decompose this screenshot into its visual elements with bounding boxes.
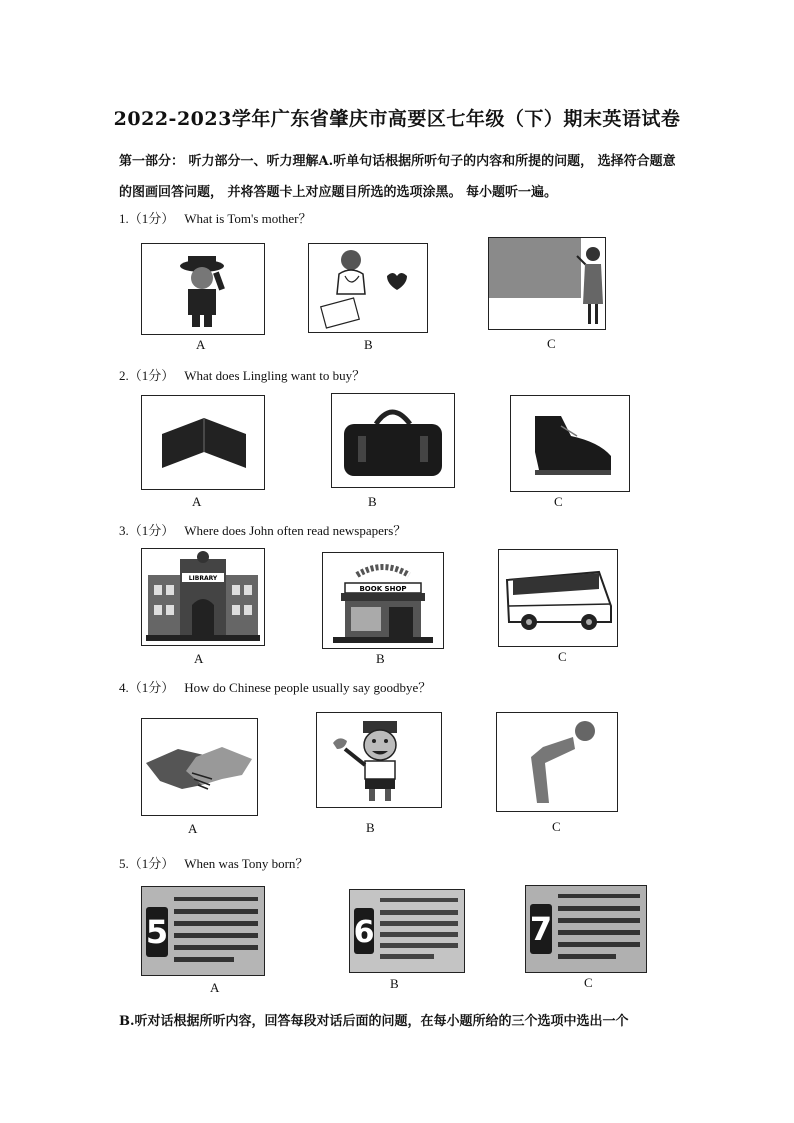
option-label: B	[376, 651, 385, 666]
option-1a-policewoman-image[interactable]	[141, 243, 265, 335]
option-4c-bow-image[interactable]	[496, 712, 618, 812]
question-text: When was Tony born？	[184, 856, 309, 871]
option-3b-bookshop-image[interactable]	[322, 552, 444, 649]
option-label: B	[368, 494, 377, 509]
calendar-month-number: 5	[145, 913, 169, 951]
question-text: What does Lingling want to buy？	[184, 368, 366, 383]
question-number: 4.（1分）	[119, 680, 175, 695]
option-label: A	[192, 494, 202, 509]
bookshop-sign-text: BOOK SHOP	[359, 585, 407, 593]
bookshop-icon	[323, 553, 443, 648]
wallet-icon	[142, 396, 264, 489]
question-2	[119, 365, 365, 384]
question-number: 5.（1分）	[119, 856, 175, 871]
option-label: C	[552, 819, 561, 834]
option-label: A	[210, 980, 220, 995]
calendar-month-number: 7	[529, 910, 553, 948]
calendar-icon	[350, 890, 464, 972]
question-4	[119, 677, 431, 696]
option-label: B	[364, 337, 373, 352]
question-1	[119, 208, 311, 227]
waving-person-icon	[317, 713, 441, 807]
option-label: B	[390, 976, 399, 991]
bus-icon	[499, 550, 617, 646]
option-label: A	[188, 821, 198, 836]
teacher-blackboard-icon	[489, 238, 605, 329]
section-b-instructions: B.听对话根据所听内容，回答每段对话后面的问题，在每小题所给的三个选项中选出一个	[119, 1014, 629, 1029]
option-label: C	[558, 649, 567, 664]
option-1b-doctor-image[interactable]	[308, 243, 428, 333]
option-2c-shoe-image[interactable]	[510, 395, 630, 492]
handshake-icon	[142, 719, 257, 815]
option-label: A	[194, 651, 204, 666]
question-number: 1.（1分）	[119, 211, 175, 226]
police-officer-icon	[142, 244, 264, 334]
option-label: B	[366, 820, 375, 835]
doctor-icon	[309, 244, 427, 332]
question-text: Where does John often read newspapers？	[184, 523, 407, 538]
shoe-icon	[511, 396, 629, 491]
option-2b-bag-image[interactable]	[331, 393, 455, 488]
question-text: How do Chinese people usually say goodbye？	[184, 680, 432, 695]
option-4b-waving-boy-image[interactable]	[316, 712, 442, 808]
library-building-icon	[142, 549, 264, 645]
option-4a-handshake-image[interactable]	[141, 718, 258, 816]
option-5b-calendar-june-image[interactable]	[349, 889, 465, 973]
option-2a-wallet-image[interactable]	[141, 395, 265, 490]
option-5c-calendar-july-image[interactable]	[525, 885, 647, 973]
question-text: What is Tom's mother？	[184, 211, 312, 226]
option-label: A	[196, 337, 206, 352]
option-5a-calendar-may-image[interactable]	[141, 886, 265, 976]
option-label: C	[547, 336, 556, 351]
option-3a-library-image[interactable]	[141, 548, 265, 646]
option-label: C	[554, 494, 563, 509]
question-3	[119, 520, 406, 539]
bowing-person-icon	[497, 713, 617, 811]
calendar-icon	[142, 887, 264, 975]
page-title: 2022-2023学年广东省肇庆市高要区七年级（下）期末英语试卷	[113, 108, 681, 130]
library-sign-text: LIBRARY	[188, 575, 218, 582]
option-label: C	[584, 975, 593, 990]
handbag-icon	[332, 394, 454, 487]
question-number: 3.（1分）	[119, 523, 175, 538]
calendar-month-number: 6	[353, 915, 375, 950]
option-3c-bus-image[interactable]	[498, 549, 618, 647]
option-1c-teacher-image[interactable]	[488, 237, 606, 330]
section-instructions: 第一部分： 听力部分一、听力理解A.听单句话根据所听句子的内容和所提的问题， 选择符合题意的图画回答问题， 并将答题卡上对应题目所选的选项涂黑。 每小题听一遍。	[119, 154, 676, 200]
question-number: 2.（1分）	[119, 368, 175, 383]
question-5	[119, 853, 308, 872]
calendar-icon	[526, 886, 646, 972]
